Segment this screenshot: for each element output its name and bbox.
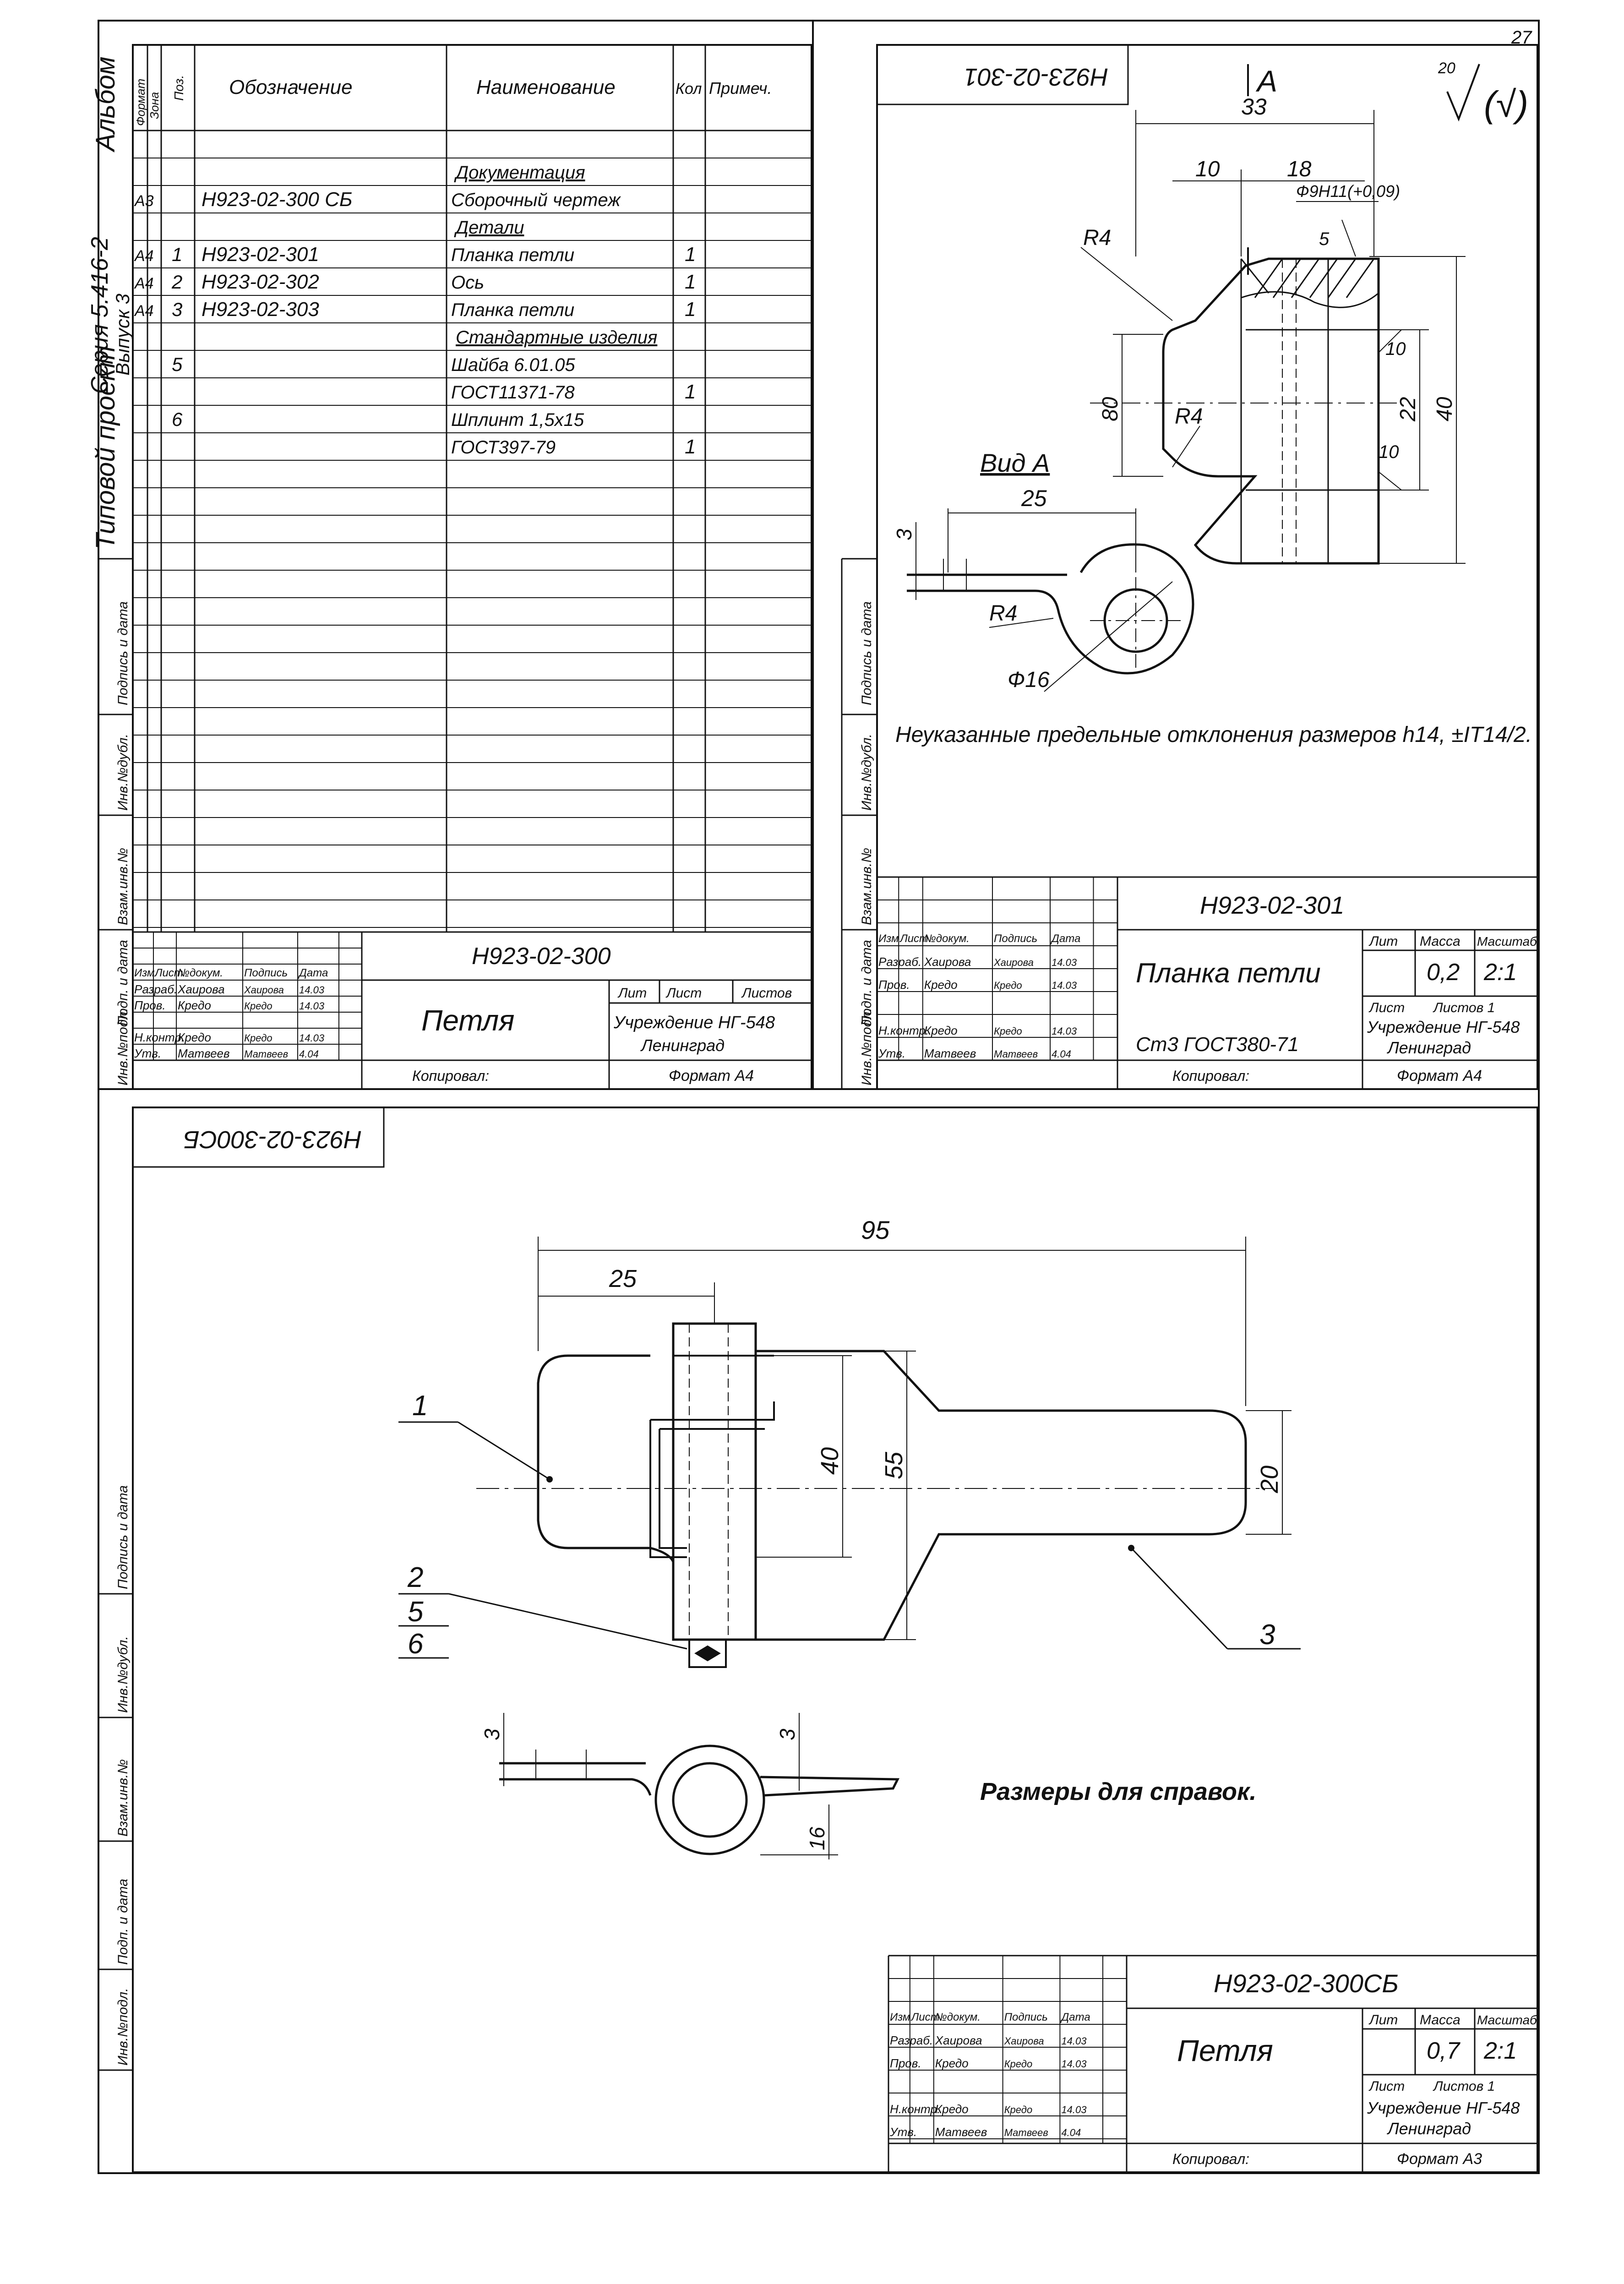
stamp-person: Кредо	[935, 2056, 969, 2070]
title-block-300	[133, 932, 812, 1089]
spec-cell-qty: 1	[685, 436, 696, 458]
spec-cell-name: Документация	[456, 163, 585, 183]
spec-cell-name: Детали	[456, 218, 524, 238]
spec-cell-name: ГОСТ397-79	[451, 437, 556, 458]
dim-20: 80	[1098, 397, 1123, 421]
spec-cell-qty: 1	[685, 243, 696, 266]
stamp-sign: Хаирова	[994, 957, 1034, 968]
spec-cell-name: Планка петли	[451, 300, 575, 320]
stamp-sign: Хаирова	[244, 984, 284, 996]
stamp-role: Пров.	[890, 2056, 921, 2070]
spec-header-zone: Зона	[147, 92, 161, 119]
stamp-role: Н.контр.	[890, 2102, 941, 2116]
callout-5: 5	[408, 1596, 424, 1628]
dim-16-asm: 16	[805, 1826, 829, 1850]
stamp-date: 4.04	[299, 1048, 319, 1060]
tbsb-lit-label: Лит	[1369, 2012, 1398, 2028]
stamp-sign: Кредо	[244, 1000, 272, 1012]
spec-header-name: Наименование	[476, 76, 616, 98]
stamp-header: Лист	[911, 2011, 940, 2023]
tb301-city: Ленинград	[1388, 1038, 1471, 1057]
dim-20-asm: 20	[1256, 1465, 1283, 1493]
spec-cell-format: А4	[135, 302, 154, 320]
dim-25-asm: 25	[609, 1265, 637, 1292]
stamp-date: 14.03	[1052, 957, 1077, 968]
stamp-role: Разраб.	[890, 2033, 933, 2047]
stamp-header: №докум.	[935, 2011, 981, 2023]
stamp-header: Лист	[155, 967, 183, 979]
sheet-301	[877, 45, 1537, 1089]
stamp-person: Матвеев	[178, 1047, 230, 1060]
stamp-date: 14.03	[1061, 2058, 1087, 2070]
issue-label: Выпуск 3	[112, 294, 133, 376]
stamp-role: Утв.	[878, 1047, 906, 1060]
spec-cell-name: ГОСТ11371-78	[451, 382, 575, 403]
spec-header-pos: Поз.	[172, 75, 186, 101]
assembly-side-view	[499, 1746, 898, 1854]
spec-header-designation: Обозначение	[229, 76, 353, 98]
stamp-header: №докум.	[924, 932, 970, 945]
tb300-sheet-label: Лист	[666, 986, 702, 1001]
tb300-format: Формат А4	[669, 1067, 754, 1085]
section-mark-a: А	[1257, 64, 1278, 98]
dim-3-right: 3	[775, 1728, 799, 1740]
spec-cell-pos: 5	[172, 354, 183, 375]
tb301-copied: Копировал:	[1172, 1068, 1250, 1084]
dim-18: 18	[1287, 157, 1312, 181]
spec-table	[133, 45, 812, 932]
side-label-vzam: Взам.инв.№	[115, 848, 131, 925]
spec-cell-name: Планка петли	[451, 245, 575, 265]
tb301-sheet-label: Лист	[1369, 1000, 1405, 1015]
side-label-dubl-r: Инв.№дубл.	[859, 734, 874, 811]
tb301-scale-label: Масштаб	[1477, 934, 1537, 948]
tbsb-sheets: Листов 1	[1433, 2079, 1495, 2094]
side-label-podp2: Подп. и дата	[115, 940, 131, 1026]
stamp-person: Кредо	[924, 1024, 958, 1037]
stamp-date: 4.04	[1052, 1048, 1071, 1060]
stamp-sign: Матвеев	[244, 1048, 289, 1060]
stamp-header: Подпись	[994, 932, 1038, 945]
dim-angle-10b: 10	[1379, 442, 1399, 462]
assembly-main-view	[538, 1324, 1246, 1640]
spec-cell-pos: 6	[172, 409, 183, 430]
stamp-role: Н.контр.	[134, 1030, 185, 1044]
spec-header-note: Примеч.	[709, 79, 772, 98]
tb300-title: Петля	[421, 1004, 515, 1037]
stamp-date: 14.03	[1052, 980, 1077, 991]
dim-40: 40	[1433, 397, 1457, 421]
tb301-sheets: Листов 1	[1433, 1000, 1495, 1015]
side-label-podp2-r: Подп. и дата	[859, 940, 874, 1026]
stamp-date: 14.03	[299, 984, 325, 996]
dim-3: 3	[892, 529, 916, 540]
tb300-sheets-label: Листов	[742, 986, 792, 1001]
roughness-paren: (√)	[1484, 84, 1529, 125]
stamp-date: 14.03	[1061, 2035, 1087, 2047]
stamp-sign: Матвеев	[1004, 2127, 1048, 2138]
stamp-person: Кредо	[935, 2102, 969, 2116]
tb301-title: Планка петли	[1136, 958, 1321, 988]
tbsb-scale: 2:1	[1484, 2038, 1517, 2064]
tb301-mass: 0,2	[1427, 959, 1460, 986]
callout-2: 2	[408, 1562, 424, 1593]
spec-cell-designation: Н923-02-303	[202, 298, 319, 321]
spec-header-qty: Кол	[676, 80, 702, 98]
stamp-role: Утв.	[134, 1047, 162, 1060]
dim-angle-10a: 10	[1385, 339, 1406, 359]
spec-cell-designation: Н923-02-300 СБ	[202, 188, 353, 211]
callout-3: 3	[1259, 1619, 1275, 1651]
sheet301-mirror-code: Н923-02-301	[964, 63, 1108, 91]
dim-hole: Ф9Н11(+0,09)	[1296, 182, 1401, 201]
side-label-inv: Инв.№подл.	[115, 1008, 131, 1085]
side-label-inv-r: Инв.№подл.	[859, 1008, 874, 1085]
tb301-lit-label: Лит	[1369, 934, 1398, 949]
stamp-person: Кредо	[178, 998, 211, 1012]
dim-3-left: 3	[480, 1728, 504, 1740]
stamp-header: №докум.	[178, 967, 223, 979]
side-label-dubl: Инв.№дубл.	[115, 734, 131, 811]
stamp-person: Кредо	[924, 978, 958, 992]
stamp-header: Дата	[1061, 2011, 1090, 2023]
tb300-copied: Копировал:	[412, 1068, 490, 1084]
project-label: Типовой проект	[91, 346, 120, 550]
dim-95: 95	[861, 1216, 890, 1244]
tb301-format: Формат А4	[1397, 1067, 1482, 1085]
spec-cell-name: Стандартные изделия	[456, 327, 658, 348]
stamp-person: Хаирова	[924, 955, 971, 969]
tb300-city: Ленинград	[641, 1036, 725, 1055]
view-a-profile	[907, 545, 1193, 673]
callout-6: 6	[408, 1628, 424, 1660]
tbsb-org: Учреждение НГ-548	[1367, 2099, 1520, 2117]
dim-chamfer-5: 5	[1319, 229, 1330, 249]
tb300-lit-label: Лит	[618, 986, 647, 1001]
spec-cell-pos: 3	[172, 299, 183, 320]
stamp-date: 14.03	[299, 1000, 325, 1012]
spec-cell-name: Ось	[451, 273, 485, 293]
dim-40-asm: 40	[816, 1447, 844, 1475]
sheet300sb-note: Размеры для справок.	[980, 1778, 1257, 1805]
dim-10: 10	[1195, 157, 1220, 181]
tb300-org: Учреждение НГ-548	[614, 1013, 775, 1032]
stamp-person: Хаирова	[935, 2033, 982, 2047]
view-a-label: Вид А	[980, 448, 1050, 477]
spec-cell-pos: 1	[172, 244, 183, 265]
stamp-sign: Хаирова	[1004, 2035, 1044, 2047]
page-number: 27	[1511, 27, 1532, 48]
spec-cell-format: А4	[135, 275, 154, 292]
stamp-role: Разраб.	[878, 955, 922, 969]
stamp-person: Матвеев	[935, 2125, 987, 2139]
spec-cell-pos: 2	[172, 271, 183, 293]
stamp-sign: Матвеев	[994, 1048, 1038, 1060]
dim-d16: Ф16	[1008, 668, 1050, 692]
spec-cell-qty: 1	[685, 381, 696, 403]
stamp-date: 14.03	[299, 1032, 325, 1044]
stamp-header: Изм	[890, 2011, 910, 2023]
roughness-value: 20	[1438, 60, 1455, 77]
side-label-podp: Подпись и дата	[115, 601, 131, 705]
stamp-person: Матвеев	[924, 1047, 976, 1060]
stamp-header: Подпись	[244, 967, 288, 979]
spec-cell-format: А3	[135, 192, 154, 210]
spec-cell-format: А4	[135, 247, 154, 265]
tb300-code: Н923-02-300	[472, 943, 611, 970]
sheet301-note: Неуказанные предельные отклонения размеров h14, ±IT14/2.	[895, 723, 1532, 747]
album-label: Альбом	[91, 56, 120, 151]
spec-cell-name: Сборочный чертеж	[451, 190, 621, 210]
sheet-300sb	[133, 1107, 1537, 2172]
spec-cell-name: Шайба 6.01.05	[451, 355, 575, 375]
stamp-sign: Кредо	[1004, 2058, 1033, 2070]
stamp-sign: Кредо	[244, 1032, 272, 1044]
tb301-code: Н923-02-301	[1200, 892, 1345, 919]
dim-r4-view: R4	[989, 601, 1018, 626]
dim-r4-mid: R4	[1175, 404, 1203, 429]
dim-25: 25	[1021, 485, 1047, 511]
side-label-vzam-r: Взам.инв.№	[859, 848, 874, 925]
series-label: Серия 5.416-2	[87, 237, 113, 394]
spec-cell-qty: 1	[685, 271, 696, 293]
stamp-role: Утв.	[890, 2125, 917, 2139]
tbsb-mass: 0,7	[1427, 2038, 1460, 2064]
side-label-inv-b: Инв.№подл.	[115, 1988, 131, 2066]
spec-cell-name: Шплинт 1,5x15	[451, 410, 584, 430]
stamp-header: Дата	[299, 967, 328, 979]
tb301-scale: 2:1	[1484, 959, 1517, 986]
stamp-header: Лист	[900, 932, 929, 945]
tbsb-city: Ленинград	[1388, 2119, 1471, 2138]
tb301-mass-label: Масса	[1420, 934, 1461, 949]
sheet300sb-mirror-code: Н923-02-300СБ	[183, 1126, 362, 1153]
stamp-role: Н.контр.	[878, 1024, 929, 1037]
tbsb-mass-label: Масса	[1420, 2012, 1461, 2028]
tbsb-sheet-label: Лист	[1369, 2079, 1405, 2094]
stamp-role: Пров.	[134, 998, 166, 1012]
side-label-podp2-b: Подп. и дата	[115, 1879, 131, 1965]
dim-22: 22	[1396, 397, 1420, 421]
stamp-header: Изм	[134, 967, 155, 979]
spec-cell-designation: Н923-02-301	[202, 243, 319, 266]
side-label-podp-b: Подпись и дата	[115, 1485, 131, 1589]
stamp-date: 4.04	[1061, 2127, 1081, 2138]
stamp-sign: Кредо	[1004, 2104, 1033, 2115]
tb301-org: Учреждение НГ-548	[1367, 1018, 1520, 1036]
stamp-header: Подпись	[1004, 2011, 1048, 2023]
stamp-role: Разраб.	[134, 982, 178, 996]
spec-header-format: Формат	[134, 78, 147, 126]
stamp-sign: Кредо	[994, 1025, 1022, 1037]
spec-cell-qty: 1	[685, 298, 696, 321]
dim-55-asm: 55	[880, 1451, 908, 1479]
spec-cell-designation: Н923-02-302	[202, 271, 319, 293]
tbsb-scale-label: Масштаб	[1477, 2013, 1537, 2027]
tb301-material: Ст3 ГОСТ380-71	[1136, 1033, 1299, 1056]
tbsb-title: Петля	[1177, 2033, 1273, 2067]
dim-33: 33	[1241, 94, 1267, 120]
callout-1: 1	[412, 1390, 428, 1422]
side-label-podp-r: Подпись и дата	[859, 601, 874, 705]
side-label-dubl-b: Инв.№дубл.	[115, 1636, 131, 1713]
tbsb-copied: Копировал:	[1172, 2151, 1250, 2167]
stamp-role: Пров.	[878, 978, 910, 992]
dim-r4-top: R4	[1083, 226, 1112, 250]
side-label-vzam-b: Взам.инв.№	[115, 1759, 131, 1837]
tbsb-format: Формат А3	[1397, 2150, 1482, 2168]
stamp-date: 14.03	[1061, 2104, 1087, 2115]
stamp-header: Изм	[878, 932, 899, 945]
stamp-date: 14.03	[1052, 1025, 1077, 1037]
stamp-person: Хаирова	[178, 982, 225, 996]
stamp-person: Кредо	[178, 1030, 211, 1044]
tbsb-code: Н923-02-300СБ	[1214, 1969, 1399, 1998]
stamp-sign: Кредо	[994, 980, 1022, 991]
stamp-header: Дата	[1052, 932, 1081, 945]
